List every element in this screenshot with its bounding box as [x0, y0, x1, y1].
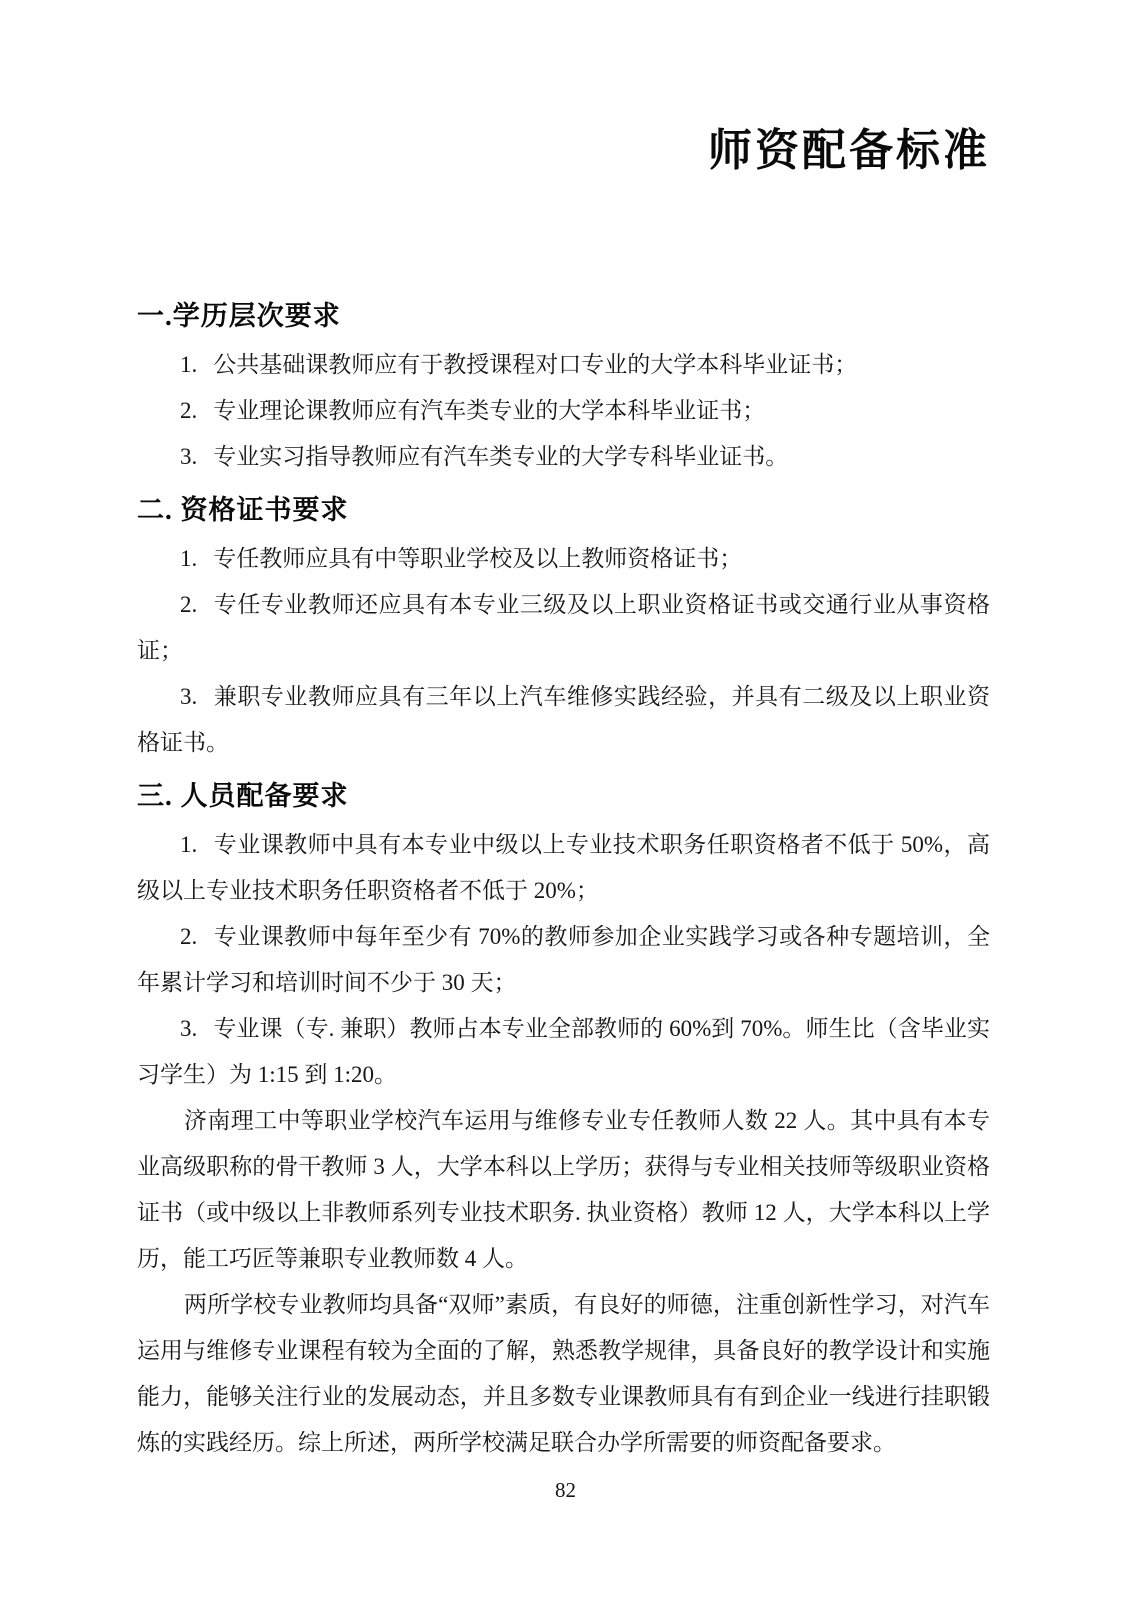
document-content: [137, 0, 990, 1466]
item-text: 专任教师应具有中等职业学校及以上教师资格证书；: [213, 546, 743, 571]
item-text: 专业课教师中具有本专业中级以上专业技术职务任职资格者不低于 50%，高级以上专业技术职务任职资格者不低于 20%；: [137, 832, 990, 903]
section-heading-1: 一.学历层次要求: [137, 301, 341, 331]
list-item: [137, 388, 990, 434]
item-text: 专业课（专. 兼职）教师占本专业全部教师的 60%到 70%。师生比（含毕业实习学生）为 1:15 到 1:20。: [137, 1016, 990, 1087]
section-heading-2: 二. 资格证书要求: [137, 495, 349, 525]
item-number: 1.: [180, 546, 198, 571]
item-text: 专业理论课教师应有汽车类专业的大学本科毕业证书；: [213, 398, 766, 423]
body-paragraph: 两所学校专业教师均具备“双师”素质，有良好的师德，注重创新性学习，对汽车运用与维修专业课程有较为全面的了解，熟悉教学规律，具备良好的教学设计和实施能力，能够关注行业的发展动态，并且多数专业课教师具有有到企业一线进行挂职锻炼的实践经历。综上所述，两所学校满足联合办学所需要的师资配备要求。: [137, 1292, 990, 1455]
item-number: 3.: [180, 684, 198, 709]
item-text: 专业课教师中每年至少有 70%的教师参加企业实践学习或各种专题培训，全年累计学习和培训时间不少于 30 天；: [137, 924, 990, 995]
list-item: [137, 342, 990, 388]
item-number: 3.: [180, 444, 198, 469]
list-item: [137, 434, 990, 480]
item-text: 兼职专业教师应具有三年以上汽车维修实践经验，并具有二级及以上职业资格证书。: [137, 684, 990, 755]
list-item: [137, 582, 990, 674]
item-number: 2.: [180, 924, 198, 949]
page-number: 82: [555, 1478, 576, 1502]
section-heading-3: 三. 人员配备要求: [137, 781, 349, 811]
item-number: 2.: [180, 398, 198, 423]
page-title: 师资配备标准: [708, 126, 990, 175]
item-text: 公共基础课教师应有于教授课程对口专业的大学本科毕业证书；: [213, 352, 858, 377]
item-number: 2.: [180, 592, 198, 617]
item-number: 3.: [180, 1016, 198, 1041]
item-text: 专业实习指导教师应有汽车类专业的大学专科毕业证书。: [213, 444, 789, 469]
body-paragraph: 济南理工中等职业学校汽车运用与维修专业专任教师人数 22 人。其中具有本专业高级职称的骨干教师 3 人，大学本科以上学历；获得与专业相关技师等级职业资格证书（或中级以上非教师系列专业技术职务. 执业资格）教师 12 人，大学本科以上学历，能工巧匠等兼职专业教师数 4 人。: [137, 1108, 990, 1271]
item-number: 1.: [180, 832, 198, 857]
list-item: [137, 674, 990, 766]
list-item: [137, 822, 990, 914]
list-item: [137, 1006, 990, 1098]
item-number: 1.: [180, 352, 198, 377]
list-item: [137, 914, 990, 1006]
list-item: [137, 536, 990, 582]
item-text: 专任专业教师还应具有本专业三级及以上职业资格证书或交通行业从事资格证；: [137, 592, 990, 663]
